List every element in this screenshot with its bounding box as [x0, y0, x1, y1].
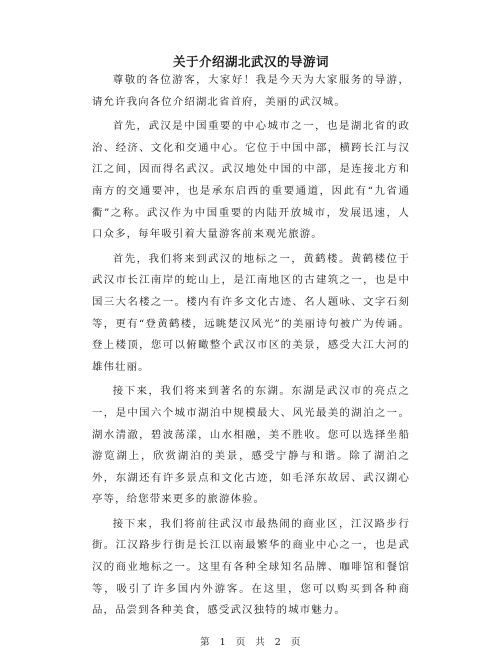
paragraph-east-lake: 接下来，我们将来到著名的东湖。东湖是武汉市的亮点之一，是中国六个城市湖泊中规模最大、风光最美的湖泊之一。湖水清澈，碧波荡漾，山水相融，美不胜收。您可以选择坐船游览湖上，欣赏湖泊的美景，感受宁静与和谐。除了湖泊之外，东湖还有许多景点和文化古迹，如毛泽东故居、武汉湖心亭等，给您带来更多的旅游体验。 [92, 385, 410, 506]
document-body [92, 70, 410, 625]
document-title: 关于介绍湖北武汉的导游词 [172, 54, 329, 69]
paragraph-intro: 尊敬的各位游客，大家好！我是今天为大家服务的导游，请允许我向各位介绍湖北省首府，美丽的武汉城。 [92, 74, 410, 108]
paragraph-yellow-crane-tower: 首先，我们将来到武汉的地标之一，黄鹤楼。黄鹤楼位于武汉市长江南岸的蛇山上，是江南地区的古建筑之一，也是中国三大名楼之一。楼内有许多文化古迹、名人题咏、文字石刻等，更有“登黄鹤楼，远眺楚汉风光”的美丽诗句被广为传诵。登上楼顶，您可以俯瞰整个武汉市区的美景，感受大江大河的雄伟壮丽。 [92, 252, 410, 373]
page-number-footer: 第 1 页 共 2 页 [200, 637, 302, 648]
paragraph-overview: 首先，武汉是中国重要的中心城市之一，也是湖北省的政治、经济、文化和交通中心。它位于中国中部，横跨长江与汉江之间，因而得名武汉。武汉地处中国的中部，是连接北方和南方的交通要冲，也是承东启西的重要通道，因此有“九省通衢”之称。武汉作为中国重要的内陆开放城市，发展迅速，人口众多，每年吸引着大量游客前来观光旅游。 [92, 120, 410, 241]
paragraph-jianghan-road: 接下来，我们将前往武汉市最热闹的商业区，江汉路步行街。江汉路步行街是长江以南最繁华的商业中心之一，也是武汉的商业地标之一。这里有各种全球知名品牌、咖啡馆和餐馆等，吸引了许多国内外游客。在这里，您可以购买到各种商品，品尝到各种美食，感受武汉独特的城市魅力。 [92, 517, 410, 617]
